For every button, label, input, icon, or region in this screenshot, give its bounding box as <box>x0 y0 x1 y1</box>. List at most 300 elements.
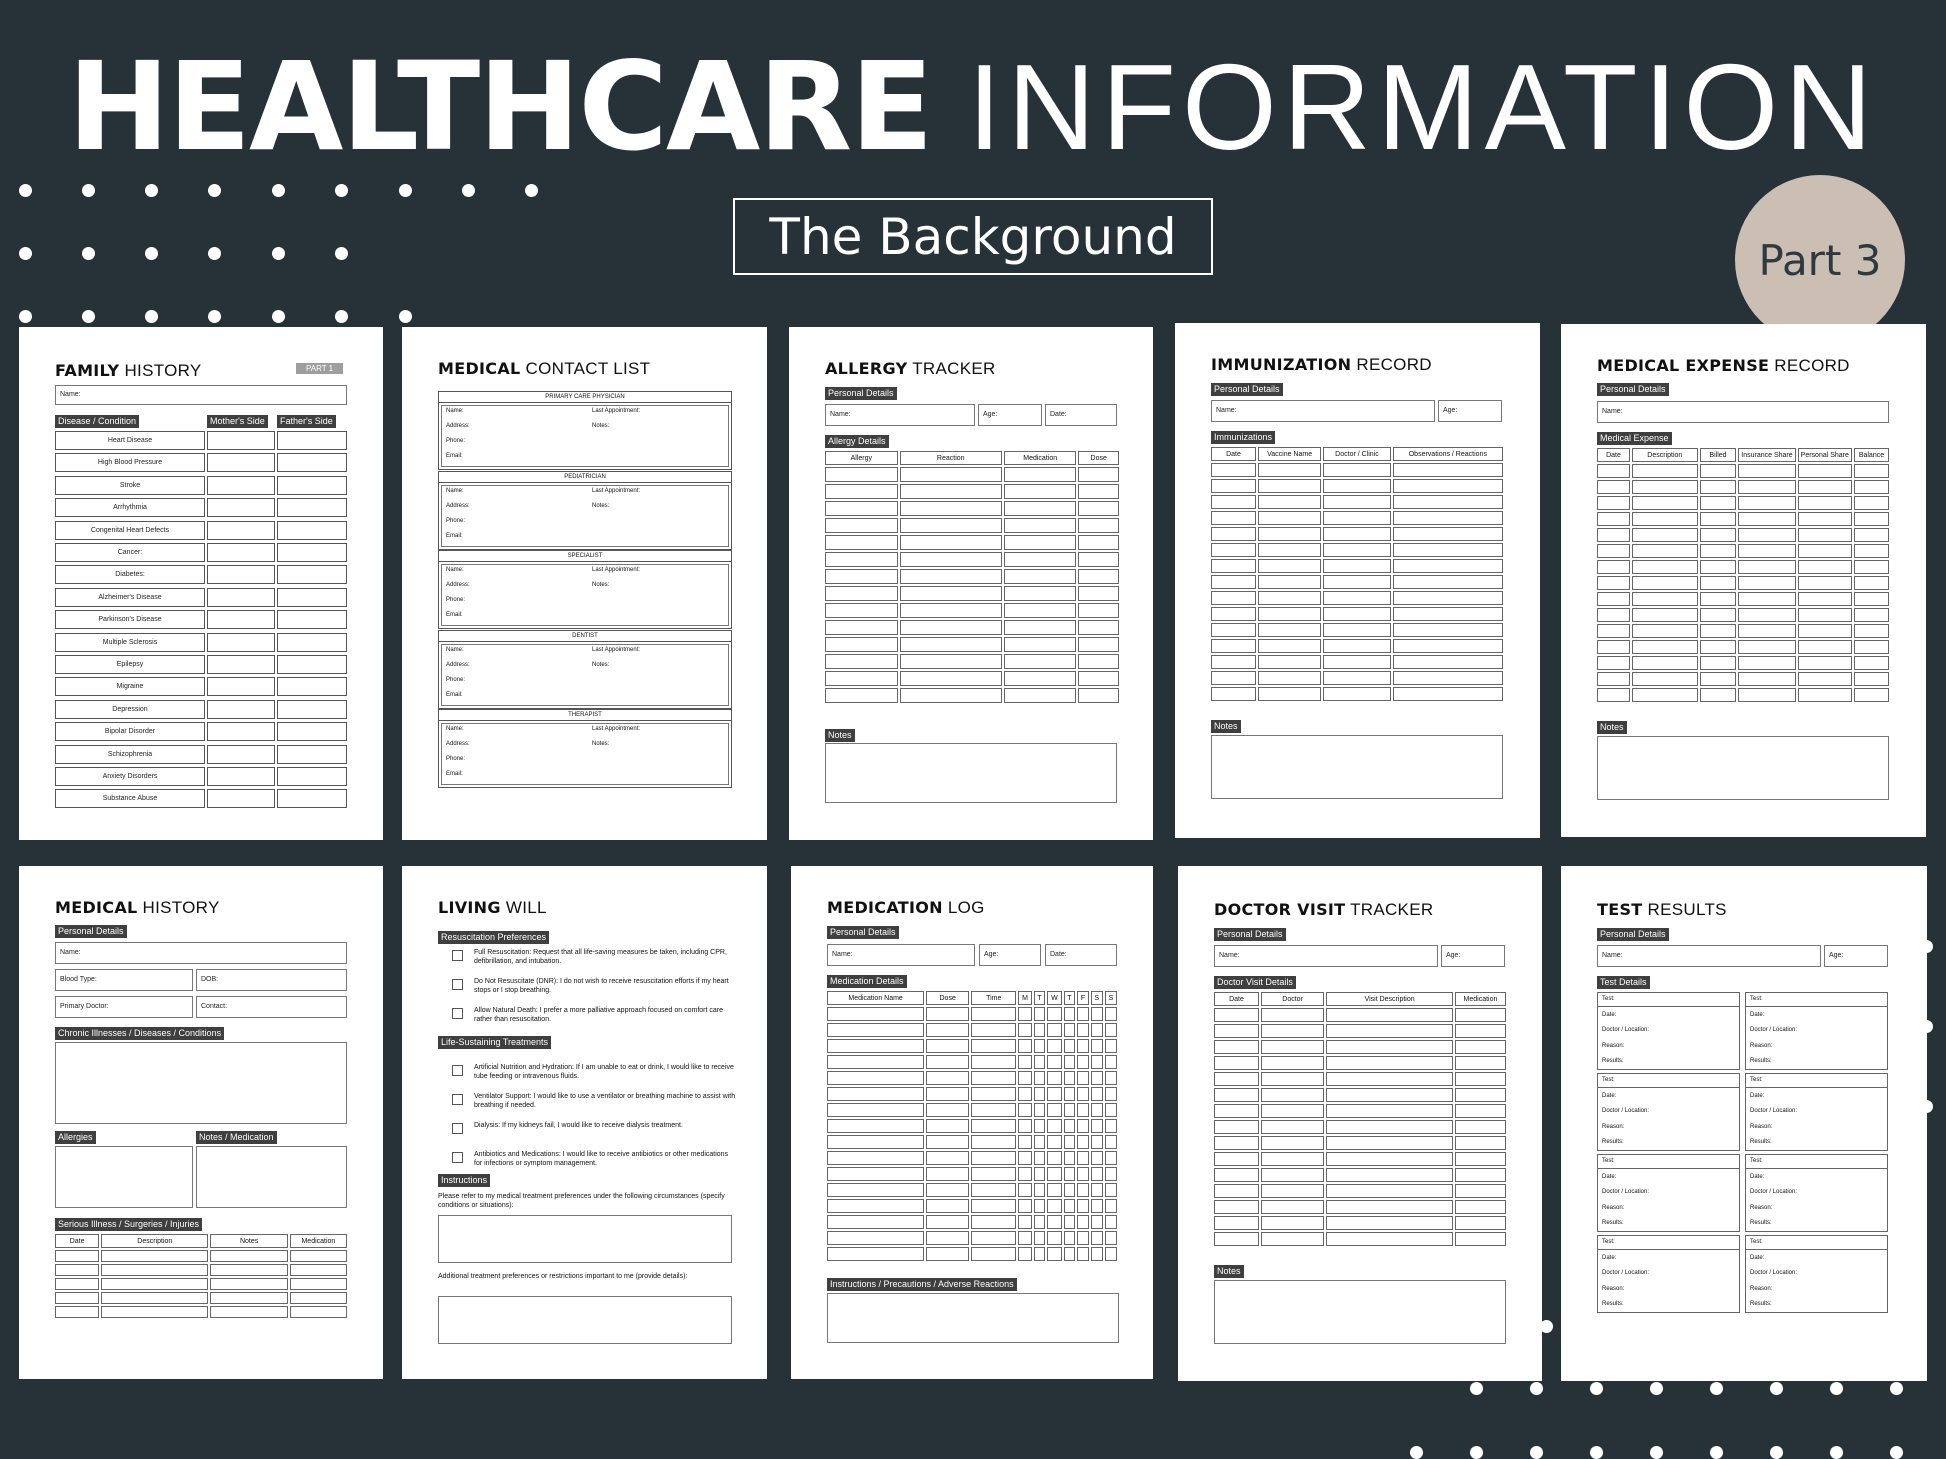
table-cell[interactable] <box>1105 1119 1117 1133</box>
table-cell[interactable] <box>827 1119 924 1133</box>
table-cell[interactable] <box>1018 1199 1031 1213</box>
table-cell[interactable] <box>1258 575 1321 589</box>
table-cell[interactable] <box>1214 1040 1259 1054</box>
table-cell[interactable] <box>1034 1247 1046 1261</box>
table-cell[interactable] <box>1798 608 1852 622</box>
table-cell[interactable] <box>1261 1152 1324 1166</box>
table-cell[interactable] <box>1455 1024 1506 1038</box>
table-cell[interactable] <box>1261 1104 1324 1118</box>
father-side-cell[interactable] <box>277 543 347 562</box>
table-cell[interactable] <box>1700 640 1737 654</box>
table-cell[interactable] <box>1393 639 1503 653</box>
table-cell[interactable] <box>101 1250 208 1262</box>
table-cell[interactable] <box>1091 1151 1103 1165</box>
table-cell[interactable] <box>1091 1055 1103 1069</box>
table-cell[interactable] <box>1211 639 1256 653</box>
table-cell[interactable] <box>971 1199 1016 1213</box>
instructions-field-1[interactable] <box>438 1215 732 1263</box>
table-cell[interactable] <box>1455 1008 1506 1022</box>
table-cell[interactable] <box>1632 608 1698 622</box>
table-cell[interactable] <box>1004 484 1077 499</box>
table-cell[interactable] <box>1323 543 1390 557</box>
table-cell[interactable] <box>971 1247 1016 1261</box>
table-cell[interactable] <box>1632 592 1698 606</box>
table-cell[interactable] <box>1214 1104 1259 1118</box>
table-cell[interactable] <box>1597 688 1630 702</box>
table-cell[interactable] <box>825 535 898 550</box>
table-cell[interactable] <box>1738 560 1795 574</box>
table-cell[interactable] <box>1393 559 1503 573</box>
table-cell[interactable] <box>1632 480 1698 494</box>
table-cell[interactable] <box>1078 586 1119 601</box>
table-cell[interactable] <box>1738 512 1795 526</box>
table-cell[interactable] <box>1700 688 1737 702</box>
table-cell[interactable] <box>1700 528 1737 542</box>
table-cell[interactable] <box>1261 1232 1324 1246</box>
table-cell[interactable] <box>1455 1104 1506 1118</box>
table-cell[interactable] <box>1597 496 1630 510</box>
table-cell[interactable] <box>1034 1039 1046 1053</box>
table-cell[interactable] <box>1261 1120 1324 1134</box>
table-cell[interactable] <box>900 688 1002 703</box>
table-cell[interactable] <box>1211 559 1256 573</box>
table-cell[interactable] <box>1214 1008 1259 1022</box>
table-cell[interactable] <box>971 1055 1016 1069</box>
table-cell[interactable] <box>1854 512 1889 526</box>
table-cell[interactable] <box>1214 1136 1259 1150</box>
table-cell[interactable] <box>290 1278 347 1290</box>
table-cell[interactable] <box>971 1119 1016 1133</box>
table-cell[interactable] <box>1018 1023 1031 1037</box>
table-cell[interactable] <box>1214 1232 1259 1246</box>
table-cell[interactable] <box>1004 569 1077 584</box>
table-cell[interactable] <box>1854 528 1889 542</box>
table-cell[interactable] <box>290 1306 347 1318</box>
mother-side-cell[interactable] <box>207 722 275 741</box>
table-cell[interactable] <box>825 620 898 635</box>
table-cell[interactable] <box>1047 1087 1061 1101</box>
table-cell[interactable] <box>1326 1056 1453 1070</box>
table-cell[interactable] <box>1064 1119 1076 1133</box>
table-cell[interactable] <box>1018 1103 1031 1117</box>
table-cell[interactable] <box>1597 560 1630 574</box>
notes-field[interactable] <box>1597 736 1889 800</box>
table-cell[interactable] <box>1004 654 1077 669</box>
table-cell[interactable] <box>825 586 898 601</box>
table-cell[interactable] <box>825 467 898 482</box>
table-cell[interactable] <box>1326 1136 1453 1150</box>
table-cell[interactable] <box>827 1199 924 1213</box>
table-cell[interactable] <box>1214 1200 1259 1214</box>
checkbox-item[interactable] <box>438 948 738 970</box>
table-cell[interactable] <box>1018 1039 1031 1053</box>
table-cell[interactable] <box>1738 672 1795 686</box>
table-cell[interactable] <box>1034 1183 1046 1197</box>
table-cell[interactable] <box>1077 1071 1089 1085</box>
table-cell[interactable] <box>1064 1151 1076 1165</box>
table-cell[interactable] <box>1018 1167 1031 1181</box>
table-cell[interactable] <box>1738 592 1795 606</box>
name-field[interactable]: Name: <box>55 942 347 964</box>
test-card[interactable] <box>1597 1154 1740 1232</box>
table-cell[interactable] <box>1323 495 1390 509</box>
table-cell[interactable] <box>55 1250 99 1262</box>
table-cell[interactable] <box>1077 1023 1089 1037</box>
table-cell[interactable] <box>1034 1103 1046 1117</box>
table-cell[interactable] <box>1078 501 1119 516</box>
table-cell[interactable] <box>1738 544 1795 558</box>
table-cell[interactable] <box>825 688 898 703</box>
table-cell[interactable] <box>1047 1071 1061 1085</box>
table-cell[interactable] <box>55 1306 99 1318</box>
table-cell[interactable] <box>1034 1199 1046 1213</box>
table-cell[interactable] <box>1323 687 1390 701</box>
table-cell[interactable] <box>1323 623 1390 637</box>
father-side-cell[interactable] <box>277 789 347 808</box>
table-cell[interactable] <box>1455 1200 1506 1214</box>
table-cell[interactable] <box>1018 1215 1031 1229</box>
table-cell[interactable] <box>900 552 1002 567</box>
father-side-cell[interactable] <box>277 588 347 607</box>
table-cell[interactable] <box>1798 688 1852 702</box>
table-cell[interactable] <box>1004 518 1077 533</box>
table-cell[interactable] <box>1632 528 1698 542</box>
table-cell[interactable] <box>1738 480 1795 494</box>
table-cell[interactable] <box>926 1103 969 1117</box>
table-cell[interactable] <box>1004 637 1077 652</box>
father-side-cell[interactable] <box>277 476 347 495</box>
table-cell[interactable] <box>1211 495 1256 509</box>
checkbox[interactable] <box>452 950 463 961</box>
table-cell[interactable] <box>1064 1199 1076 1213</box>
table-cell[interactable] <box>926 1055 969 1069</box>
table-cell[interactable] <box>825 654 898 669</box>
table-cell[interactable] <box>1854 688 1889 702</box>
table-cell[interactable] <box>1700 672 1737 686</box>
notes-field[interactable] <box>825 743 1117 803</box>
contact-section-body[interactable] <box>441 644 729 706</box>
table-cell[interactable] <box>1078 671 1119 686</box>
father-side-cell[interactable] <box>277 700 347 719</box>
table-cell[interactable] <box>1798 656 1852 670</box>
table-cell[interactable] <box>926 1167 969 1181</box>
table-cell[interactable] <box>1323 607 1390 621</box>
table-cell[interactable] <box>1393 671 1503 685</box>
table-cell[interactable] <box>1078 569 1119 584</box>
table-cell[interactable] <box>1326 1120 1453 1134</box>
mother-side-cell[interactable] <box>207 498 275 517</box>
table-cell[interactable] <box>1700 496 1737 510</box>
table-cell[interactable] <box>1064 1103 1076 1117</box>
mother-side-cell[interactable] <box>207 476 275 495</box>
test-card[interactable] <box>1745 1235 1888 1313</box>
table-cell[interactable] <box>1261 1216 1324 1230</box>
table-cell[interactable] <box>1393 623 1503 637</box>
blood-type-field[interactable]: Blood Type: <box>55 969 193 991</box>
checkbox[interactable] <box>452 1065 463 1076</box>
table-cell[interactable] <box>1004 586 1077 601</box>
table-cell[interactable] <box>1105 1071 1117 1085</box>
table-cell[interactable] <box>1700 544 1737 558</box>
table-cell[interactable] <box>1258 511 1321 525</box>
table-cell[interactable] <box>1326 1088 1453 1102</box>
father-side-cell[interactable] <box>277 722 347 741</box>
father-side-cell[interactable] <box>277 498 347 517</box>
table-cell[interactable] <box>1393 591 1503 605</box>
table-cell[interactable] <box>1077 1007 1089 1021</box>
table-cell[interactable] <box>1034 1215 1046 1229</box>
table-cell[interactable] <box>1034 1071 1046 1085</box>
table-cell[interactable] <box>1700 576 1737 590</box>
table-cell[interactable] <box>971 1135 1016 1149</box>
table-cell[interactable] <box>1034 1135 1046 1149</box>
table-cell[interactable] <box>1064 1087 1076 1101</box>
table-cell[interactable] <box>1393 463 1503 477</box>
table-cell[interactable] <box>1034 1231 1046 1245</box>
table-cell[interactable] <box>101 1306 208 1318</box>
table-cell[interactable] <box>1214 1168 1259 1182</box>
table-cell[interactable] <box>1077 1103 1089 1117</box>
instructions-field[interactable] <box>827 1293 1119 1343</box>
father-side-cell[interactable] <box>277 565 347 584</box>
table-cell[interactable] <box>101 1278 208 1290</box>
table-cell[interactable] <box>1034 1007 1046 1021</box>
table-cell[interactable] <box>210 1250 287 1262</box>
table-cell[interactable] <box>1700 608 1737 622</box>
table-cell[interactable] <box>1078 688 1119 703</box>
table-cell[interactable] <box>1078 603 1119 618</box>
table-cell[interactable] <box>55 1264 99 1276</box>
table-cell[interactable] <box>926 1119 969 1133</box>
table-cell[interactable] <box>1105 1055 1117 1069</box>
table-cell[interactable] <box>1632 576 1698 590</box>
table-cell[interactable] <box>1091 1039 1103 1053</box>
table-cell[interactable] <box>1455 1152 1506 1166</box>
table-cell[interactable] <box>1004 467 1077 482</box>
table-cell[interactable] <box>1211 575 1256 589</box>
mother-side-cell[interactable] <box>207 453 275 472</box>
table-cell[interactable] <box>1091 1215 1103 1229</box>
table-cell[interactable] <box>1323 527 1390 541</box>
table-cell[interactable] <box>1326 1184 1453 1198</box>
table-cell[interactable] <box>926 1135 969 1149</box>
table-cell[interactable] <box>1077 1087 1089 1101</box>
chronic-field[interactable] <box>55 1042 347 1124</box>
table-cell[interactable] <box>971 1183 1016 1197</box>
table-cell[interactable] <box>1214 1120 1259 1134</box>
table-cell[interactable] <box>1077 1199 1089 1213</box>
table-cell[interactable] <box>1455 1072 1506 1086</box>
table-cell[interactable] <box>1034 1167 1046 1181</box>
table-cell[interactable] <box>971 1103 1016 1117</box>
table-cell[interactable] <box>1258 591 1321 605</box>
table-cell[interactable] <box>1326 1024 1453 1038</box>
checkbox[interactable] <box>452 1152 463 1163</box>
table-cell[interactable] <box>825 637 898 652</box>
table-cell[interactable] <box>1018 1119 1031 1133</box>
checkbox[interactable] <box>452 1094 463 1105</box>
table-cell[interactable] <box>1632 640 1698 654</box>
table-cell[interactable] <box>290 1250 347 1262</box>
table-cell[interactable] <box>1632 672 1698 686</box>
table-cell[interactable] <box>1004 552 1077 567</box>
table-cell[interactable] <box>1105 1215 1117 1229</box>
table-cell[interactable] <box>1214 1216 1259 1230</box>
table-cell[interactable] <box>1323 639 1390 653</box>
table-cell[interactable] <box>1091 1023 1103 1037</box>
table-cell[interactable] <box>1261 1136 1324 1150</box>
table-cell[interactable] <box>827 1007 924 1021</box>
table-cell[interactable] <box>1064 1023 1076 1037</box>
table-cell[interactable] <box>101 1264 208 1276</box>
table-cell[interactable] <box>1798 592 1852 606</box>
mother-side-cell[interactable] <box>207 767 275 786</box>
table-cell[interactable] <box>1105 1007 1117 1021</box>
checkbox-item[interactable] <box>438 1150 738 1172</box>
table-cell[interactable] <box>1047 1055 1061 1069</box>
table-cell[interactable] <box>1393 575 1503 589</box>
table-cell[interactable] <box>1064 1247 1076 1261</box>
mother-side-cell[interactable] <box>207 677 275 696</box>
table-cell[interactable] <box>1597 512 1630 526</box>
name-field[interactable]: Name: <box>825 404 975 426</box>
table-cell[interactable] <box>926 1071 969 1085</box>
table-cell[interactable] <box>1047 1023 1061 1037</box>
table-cell[interactable] <box>1798 480 1852 494</box>
table-cell[interactable] <box>900 654 1002 669</box>
table-cell[interactable] <box>1034 1119 1046 1133</box>
checkbox-item[interactable] <box>438 977 738 999</box>
table-cell[interactable] <box>825 569 898 584</box>
checkbox-item[interactable] <box>438 1063 738 1085</box>
age-field[interactable]: Age: <box>1438 400 1502 422</box>
table-cell[interactable] <box>1393 607 1503 621</box>
age-field[interactable]: Age: <box>1824 945 1888 967</box>
table-cell[interactable] <box>55 1278 99 1290</box>
table-cell[interactable] <box>1323 559 1390 573</box>
table-cell[interactable] <box>1738 688 1795 702</box>
table-cell[interactable] <box>1261 1024 1324 1038</box>
table-cell[interactable] <box>900 518 1002 533</box>
table-cell[interactable] <box>1077 1183 1089 1197</box>
table-cell[interactable] <box>1700 624 1737 638</box>
table-cell[interactable] <box>1018 1055 1031 1069</box>
table-cell[interactable] <box>825 484 898 499</box>
table-cell[interactable] <box>1077 1247 1089 1261</box>
table-cell[interactable] <box>1105 1199 1117 1213</box>
mother-side-cell[interactable] <box>207 745 275 764</box>
mother-side-cell[interactable] <box>207 543 275 562</box>
test-card[interactable] <box>1597 1073 1740 1151</box>
name-field[interactable]: Name: <box>1211 400 1435 422</box>
date-field[interactable]: Date: <box>1045 944 1117 966</box>
table-cell[interactable] <box>1078 484 1119 499</box>
table-cell[interactable] <box>1004 620 1077 635</box>
table-cell[interactable] <box>1064 1215 1076 1229</box>
table-cell[interactable] <box>210 1292 287 1304</box>
name-field[interactable]: Name: <box>55 385 347 405</box>
father-side-cell[interactable] <box>277 521 347 540</box>
table-cell[interactable] <box>1018 1087 1031 1101</box>
father-side-cell[interactable] <box>277 745 347 764</box>
table-cell[interactable] <box>1105 1151 1117 1165</box>
table-cell[interactable] <box>1597 640 1630 654</box>
table-cell[interactable] <box>1047 1199 1061 1213</box>
table-cell[interactable] <box>926 1199 969 1213</box>
table-cell[interactable] <box>1077 1055 1089 1069</box>
table-cell[interactable] <box>1632 496 1698 510</box>
table-cell[interactable] <box>1597 608 1630 622</box>
table-cell[interactable] <box>1455 1168 1506 1182</box>
table-cell[interactable] <box>1323 655 1390 669</box>
table-cell[interactable] <box>1091 1199 1103 1213</box>
table-cell[interactable] <box>1091 1119 1103 1133</box>
table-cell[interactable] <box>1798 576 1852 590</box>
table-cell[interactable] <box>1700 464 1737 478</box>
checkbox-item[interactable] <box>438 1121 738 1143</box>
table-cell[interactable] <box>1105 1247 1117 1261</box>
table-cell[interactable] <box>1105 1103 1117 1117</box>
name-field[interactable]: Name: <box>1214 945 1438 967</box>
table-cell[interactable] <box>1258 655 1321 669</box>
table-cell[interactable] <box>1258 559 1321 573</box>
table-cell[interactable] <box>971 1151 1016 1165</box>
father-side-cell[interactable] <box>277 767 347 786</box>
mother-side-cell[interactable] <box>207 610 275 629</box>
table-cell[interactable] <box>1064 1071 1076 1085</box>
table-cell[interactable] <box>1077 1135 1089 1149</box>
table-cell[interactable] <box>1261 1088 1324 1102</box>
table-cell[interactable] <box>1854 576 1889 590</box>
table-cell[interactable] <box>1393 687 1503 701</box>
table-cell[interactable] <box>1632 560 1698 574</box>
table-cell[interactable] <box>926 1007 969 1021</box>
table-cell[interactable] <box>827 1023 924 1037</box>
table-cell[interactable] <box>1798 464 1852 478</box>
dob-field[interactable]: DOB: <box>196 969 347 991</box>
table-cell[interactable] <box>1738 624 1795 638</box>
name-field[interactable]: Name: <box>1597 945 1821 967</box>
table-cell[interactable] <box>1323 463 1390 477</box>
table-cell[interactable] <box>1323 575 1390 589</box>
table-cell[interactable] <box>1034 1087 1046 1101</box>
table-cell[interactable] <box>1214 1152 1259 1166</box>
father-side-cell[interactable] <box>277 677 347 696</box>
table-cell[interactable] <box>1211 511 1256 525</box>
table-cell[interactable] <box>926 1183 969 1197</box>
table-cell[interactable] <box>1078 637 1119 652</box>
mother-side-cell[interactable] <box>207 789 275 808</box>
table-cell[interactable] <box>1261 1200 1324 1214</box>
mother-side-cell[interactable] <box>207 431 275 450</box>
table-cell[interactable] <box>1078 654 1119 669</box>
table-cell[interactable] <box>900 603 1002 618</box>
table-cell[interactable] <box>926 1247 969 1261</box>
table-cell[interactable] <box>1211 671 1256 685</box>
table-cell[interactable] <box>1738 528 1795 542</box>
test-card[interactable] <box>1597 992 1740 1070</box>
table-cell[interactable] <box>1597 624 1630 638</box>
table-cell[interactable] <box>827 1071 924 1085</box>
table-cell[interactable] <box>1854 624 1889 638</box>
table-cell[interactable] <box>1105 1231 1117 1245</box>
table-cell[interactable] <box>1211 463 1256 477</box>
table-cell[interactable] <box>1738 464 1795 478</box>
table-cell[interactable] <box>210 1264 287 1276</box>
table-cell[interactable] <box>1326 1216 1453 1230</box>
table-cell[interactable] <box>1854 656 1889 670</box>
table-cell[interactable] <box>1091 1183 1103 1197</box>
